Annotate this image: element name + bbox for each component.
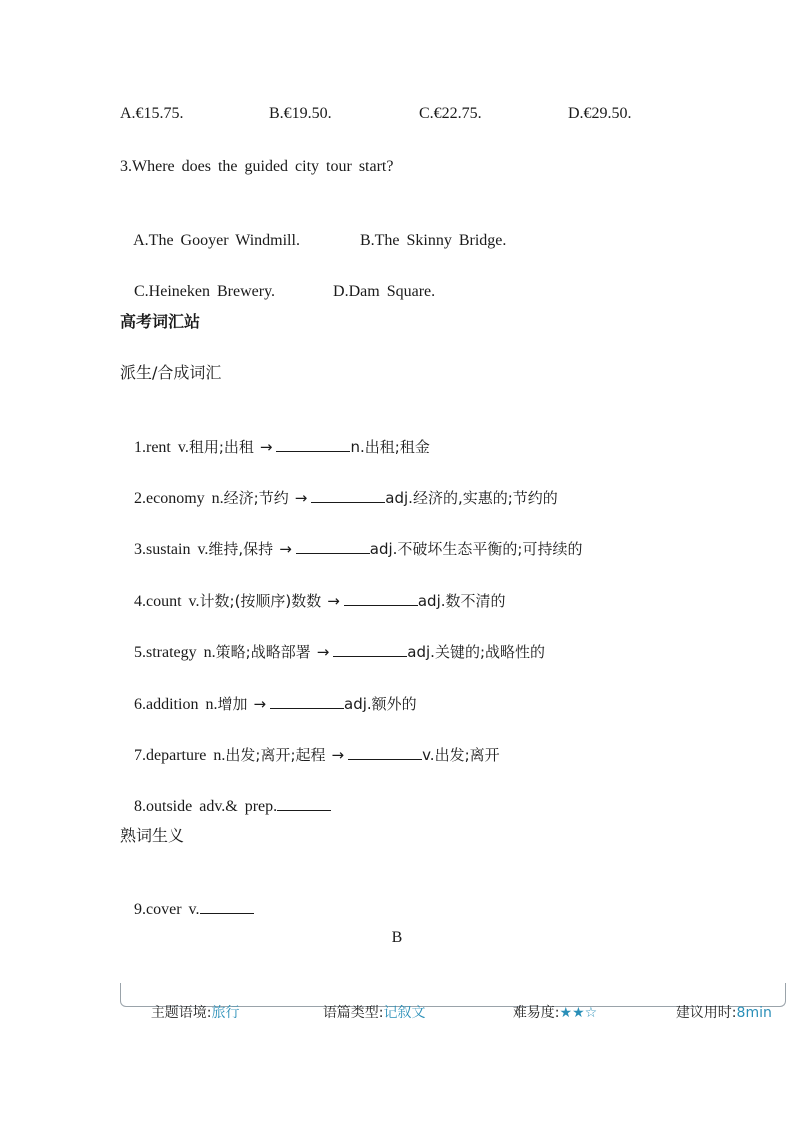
question-2-options (120, 105, 680, 127)
vocab-target: adj.关键的;战略性的 (407, 643, 546, 661)
vocab-target: adj.数不清的 (417, 592, 506, 610)
genre-info: 语篇类型:记叙文 (322, 1005, 426, 1021)
option-b[interactable]: B.€19.50. (269, 105, 332, 122)
vocab-target: v.出发;离开 (422, 746, 500, 764)
arrow-right-icon: → (331, 746, 345, 764)
difficulty-info: 难易度:★★☆ (512, 1005, 598, 1021)
answer-blank[interactable] (333, 641, 407, 657)
vocab-word: 3.sustain v. (134, 541, 209, 558)
vocab-item-4 (120, 568, 506, 613)
vocab-word: 7.departure n. (134, 747, 226, 764)
time-info: 建议用时:8min (675, 1005, 772, 1021)
option-c[interactable]: C.Heineken Brewery. (134, 283, 276, 300)
question-3-text: 3.Where does the guided city tour start? (120, 158, 394, 175)
answer-blank[interactable] (200, 898, 254, 914)
answer-blank[interactable] (277, 795, 331, 811)
option-c[interactable]: C.€22.75. (419, 105, 482, 122)
vocab-item-6 (120, 671, 417, 716)
difficulty-stars-icon: ★★☆ (559, 1005, 598, 1021)
vocab-meaning: 经济;节约 (223, 489, 289, 507)
vocab-word: 4.count v. (134, 593, 200, 610)
vocab-item-1 (120, 414, 430, 459)
section-title: 高考词汇站 (120, 312, 201, 331)
vocab-item-8 (120, 773, 331, 818)
passage-info-bar (120, 983, 786, 1021)
option-a[interactable]: A.€15.75. (120, 105, 184, 122)
option-d[interactable]: D.€29.50. (568, 105, 632, 122)
vocab-target: n.出租;租金 (350, 438, 430, 456)
vocab-meaning: 策略;战略部署 (215, 643, 311, 661)
vocab-meaning: 出发;离开;起程 (225, 746, 326, 764)
vocab-item-7 (120, 722, 500, 767)
vocab-item-5 (120, 619, 545, 664)
vocab-meaning: 增加 (217, 695, 248, 713)
vocab-target: adj.不破坏生态平衡的;可持续的 (369, 540, 583, 558)
section-letter: B (391, 929, 403, 946)
vocab-meaning: 计数;(按顺序)数数 (199, 592, 322, 610)
answer-blank[interactable] (311, 487, 385, 503)
vocab-target: adj.额外的 (344, 695, 417, 713)
vocab-word: 9.cover v. (134, 901, 200, 918)
vocab-meaning: 维持,保持 (208, 540, 274, 558)
answer-blank[interactable] (276, 436, 350, 452)
answer-blank[interactable] (296, 538, 370, 554)
vocab-target: adj.经济的,实惠的;节约的 (385, 489, 558, 507)
arrow-right-icon: → (259, 438, 273, 456)
vocab-word: 8.outside adv.& prep. (134, 798, 278, 815)
arrow-right-icon: → (253, 695, 267, 713)
option-a[interactable]: A.The Gooyer Windmill. (133, 232, 300, 249)
arrow-right-icon: → (279, 540, 292, 558)
answer-blank[interactable] (344, 590, 418, 606)
vocab-word: 5.strategy n. (134, 644, 216, 661)
answer-blank[interactable] (348, 744, 422, 760)
vocab-item-2 (120, 465, 558, 510)
option-b[interactable]: B.The Skinny Bridge. (359, 232, 507, 249)
answer-blank[interactable] (270, 693, 344, 709)
vocab-word: 6.addition n. (134, 696, 218, 713)
vocab-word: 1.rent v. (134, 439, 189, 456)
subsection-derivatives: 派生/合成词汇 (120, 363, 222, 382)
vocab-meaning: 租用;出租 (188, 438, 254, 456)
theme-info: 主题语境:旅行 (150, 1005, 240, 1021)
arrow-right-icon: → (294, 489, 308, 507)
vocab-item-9 (120, 876, 254, 921)
subsection-familiar-words: 熟词生义 (120, 826, 185, 845)
vocab-item-3 (120, 516, 582, 561)
vocab-word: 2.economy n. (134, 490, 224, 507)
question-3-options-row2 (120, 259, 435, 303)
arrow-right-icon: → (327, 592, 340, 610)
question-3-options-row1 (120, 208, 506, 252)
arrow-right-icon: → (316, 643, 330, 661)
option-d[interactable]: D.Dam Square. (333, 283, 436, 300)
